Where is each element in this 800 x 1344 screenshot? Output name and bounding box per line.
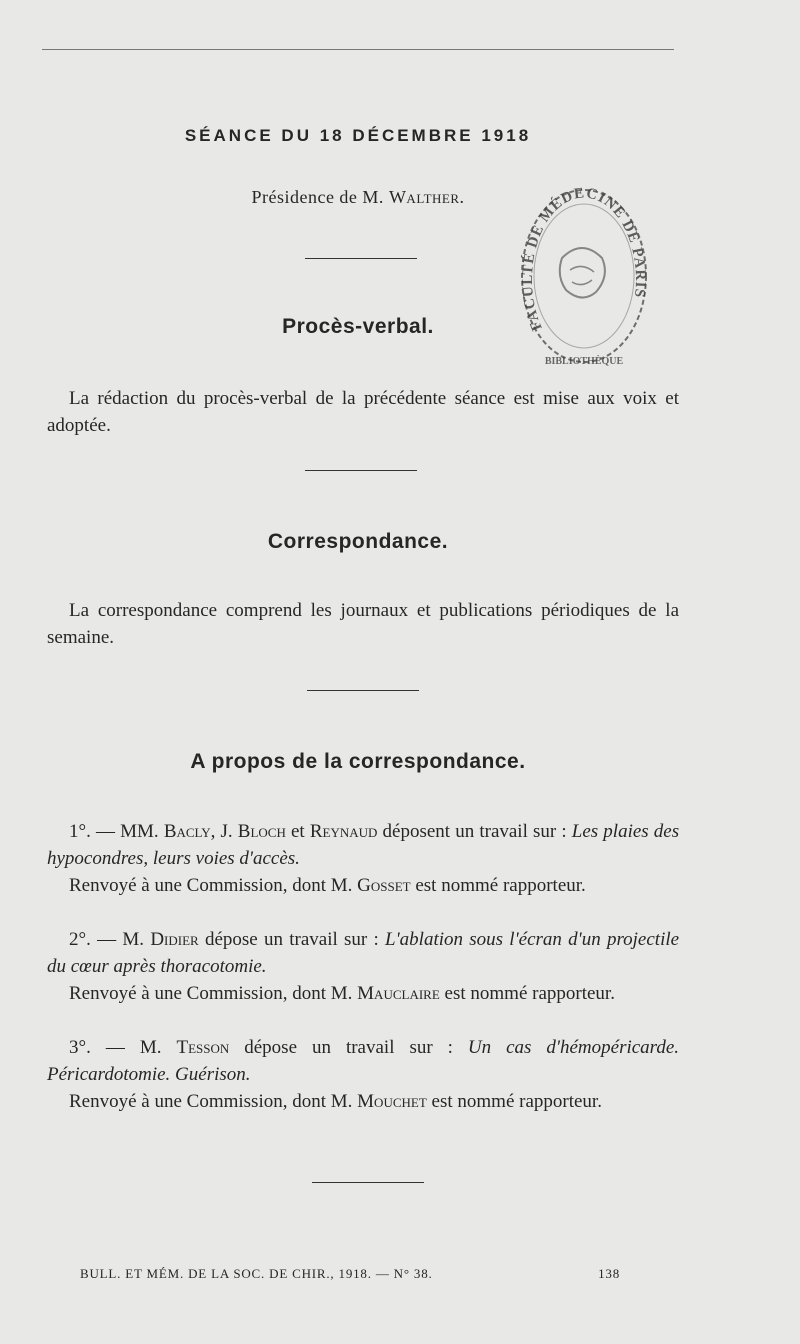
rapporteur-name: Mauclaire	[357, 983, 440, 1004]
paper-title: Les plaies des hypocondres, leurs voies d'accès.	[47, 821, 680, 869]
heading-proces-verbal: Procès-verbal.	[282, 315, 434, 338]
section-rule	[312, 1182, 424, 1183]
item-3	[47, 1034, 679, 1088]
author-name: Reynaud	[309, 821, 378, 842]
item-1-renvoi	[47, 872, 679, 899]
author-initial: J.	[220, 821, 233, 842]
author-name: Bacly	[163, 821, 211, 842]
renvoi-text: est nommé rapporteur.	[415, 875, 586, 896]
dash: —	[96, 821, 115, 842]
seance-title: SÉANCE DU 18 DÉCEMBRE 1918	[184, 126, 532, 145]
item-number: 3°.	[69, 1037, 91, 1058]
rapporteur-name: Gosset	[357, 875, 411, 896]
paper-title: L'ablation sous l'écran d'un projectile du cœur après thoracotomie.	[47, 929, 680, 977]
svg-text:FACULTÉ DE MÉDECINE DE PARIS: FACULTÉ DE MÉDECINE DE PARIS	[519, 185, 649, 333]
rapporteur-name: Mouchet	[357, 1091, 427, 1112]
author-name: Bloch	[237, 821, 286, 842]
svg-text:BIBLIOTHÈQUE: BIBLIOTHÈQUE	[544, 356, 624, 367]
renvoi-text: est nommé rapporteur.	[444, 983, 615, 1004]
item-3-renvoi	[47, 1088, 679, 1115]
renvoi-text: Renvoyé à une Commission, dont M.	[69, 983, 353, 1004]
verb-phrase: dépose un travail sur :	[244, 1037, 453, 1058]
title-abbrev: MM.	[120, 821, 159, 842]
author-name: Didier	[150, 929, 199, 950]
section-rule	[305, 470, 417, 471]
item-1: 1°. — MM. Bacly, J. Bloch et Reynaud déposent un travail sur : Les plaies des hypocondres, leurs voies d'accès.	[47, 821, 680, 869]
dash: —	[97, 929, 117, 950]
heading-correspondance: Correspondance.	[267, 530, 449, 553]
renvoi-text: Renvoyé à une Commission, dont M.	[69, 875, 353, 896]
author-name: Tesson	[176, 1037, 230, 1058]
item-number: 2°.	[69, 929, 91, 950]
presidence-suffix: .	[459, 187, 465, 207]
dash: —	[105, 1037, 125, 1058]
verb-phrase: déposent un travail sur :	[382, 821, 567, 842]
library-stamp	[512, 178, 656, 374]
conjunction: et	[290, 821, 305, 842]
journal-citation: BULL. ET MÉM. DE LA SOC. DE CHIR., 1918. — N° 38.	[80, 1266, 433, 1281]
title-abbrev: M.	[139, 1037, 162, 1058]
correspondance-text: La correspondance comprend les journaux et publications périodiques de la semaine.	[47, 600, 679, 648]
item-number: 1°.	[69, 821, 91, 842]
presidence-prefix: Présidence de M.	[251, 187, 384, 207]
item-2-renvoi	[47, 980, 679, 1007]
section-rule	[307, 690, 419, 691]
top-rule	[42, 49, 674, 50]
item-2	[47, 926, 679, 980]
president-name: Walther	[388, 187, 460, 207]
renvoi-text: est nommé rapporteur.	[431, 1091, 602, 1112]
proces-verbal-text: La rédaction du procès-verbal de la précédente séance est mise aux voix et adoptée.	[47, 388, 679, 436]
page-footer	[80, 1266, 620, 1282]
title-abbrev: M.	[122, 929, 145, 950]
heading-a-propos: A propos de la correspondance.	[190, 750, 526, 773]
renvoi-text: Renvoyé à une Commission, dont M.	[69, 1091, 353, 1112]
section-rule	[305, 258, 417, 259]
page-number: 138	[598, 1266, 620, 1281]
paper-title: Un cas d'hémopéricarde. Péricardotomie. Guérison.	[47, 1037, 680, 1085]
verb-phrase: dépose un travail sur :	[204, 929, 379, 950]
